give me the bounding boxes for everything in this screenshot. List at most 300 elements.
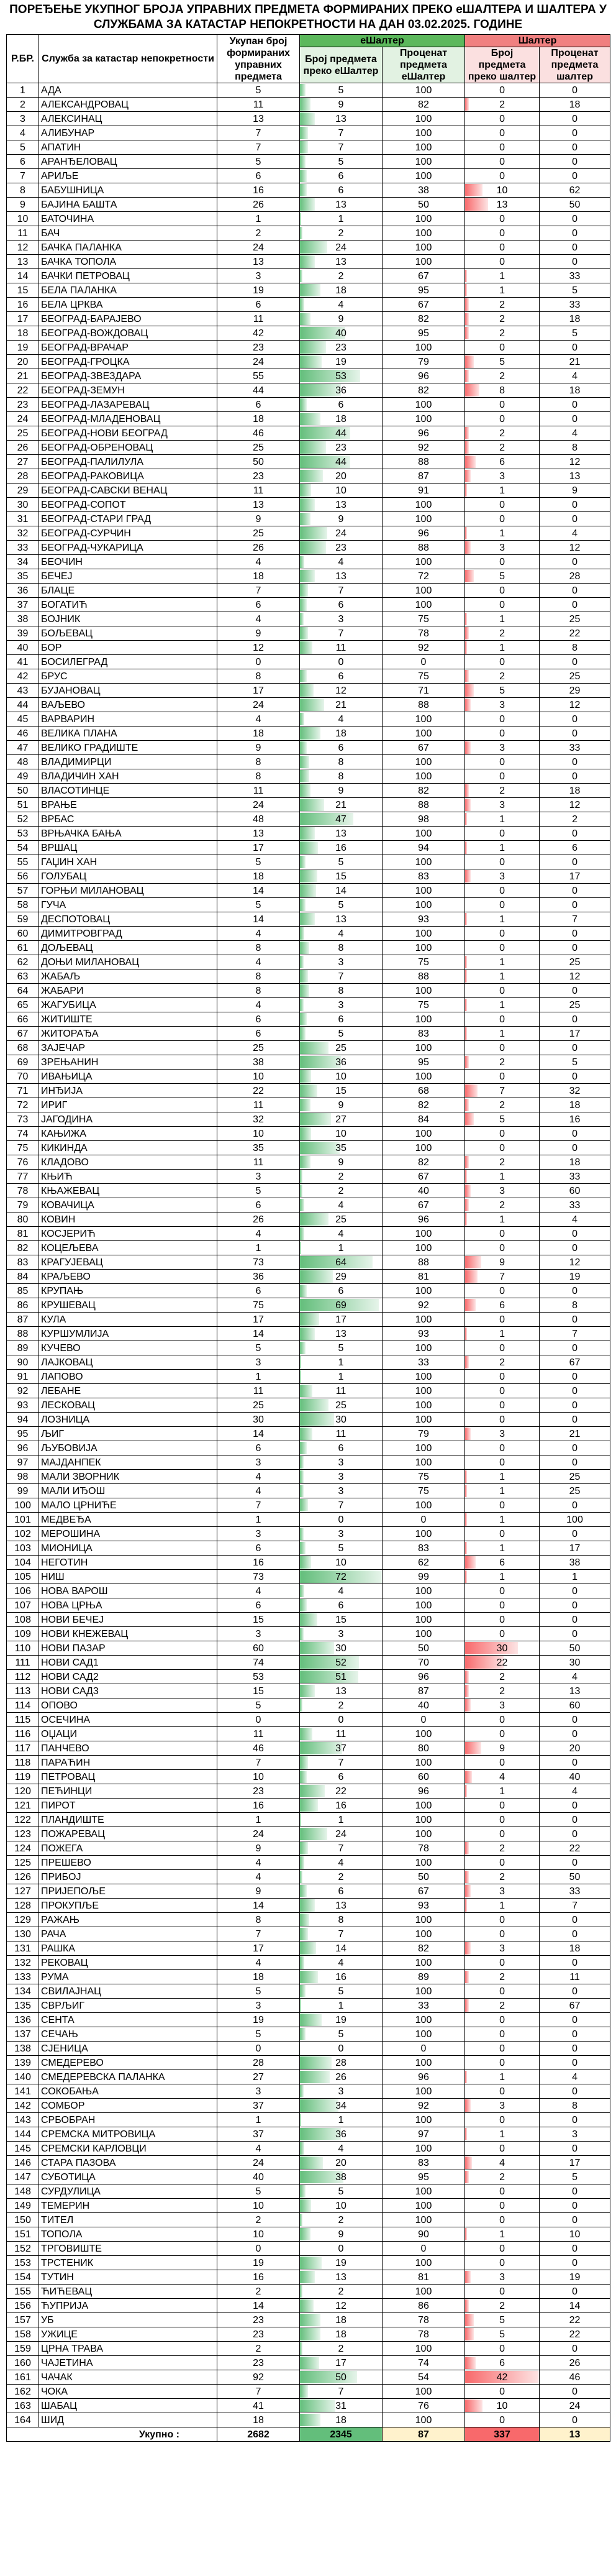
cell-e-pct: 50 <box>383 1641 465 1656</box>
header-esalter-group: еШалтер <box>300 35 465 47</box>
cell-office: ВРШАЦ <box>39 841 217 855</box>
cell-rb: 153 <box>7 2256 39 2270</box>
cell-e-pct: 94 <box>383 841 465 855</box>
table-row <box>7 884 610 898</box>
cell-s-pct: 12 <box>540 798 610 812</box>
cell-value: 0 <box>499 2186 505 2197</box>
cell-office: БЕОГРАД-ВРАЧАР <box>39 341 217 355</box>
cell-value: 64 <box>335 1257 346 1268</box>
cell-total: 2 <box>217 226 300 241</box>
cell-e-count <box>300 298 383 312</box>
table-row <box>7 1270 610 1284</box>
cell-value: 3 <box>499 1428 505 1439</box>
cell-e-count <box>300 2242 383 2256</box>
cell-rb: 102 <box>7 1527 39 1541</box>
table-row <box>7 1198 610 1212</box>
cell-total: 9 <box>217 626 300 641</box>
cell-e-pct: 0 <box>383 1713 465 1727</box>
cell-total: 16 <box>217 183 300 198</box>
cell-total: 18 <box>217 569 300 584</box>
cell-s-pct: 0 <box>540 2256 610 2270</box>
cell-e-pct: 78 <box>383 2327 465 2342</box>
table-row <box>7 869 610 884</box>
cell-value: 2 <box>499 2171 505 2183</box>
cell-rb: 84 <box>7 1270 39 1284</box>
cell-value: 2 <box>499 1199 505 1211</box>
cell-s-count <box>465 1527 540 1541</box>
cell-rb: 33 <box>7 541 39 555</box>
cell-office: ВЕЛИКО ГРАДИШТЕ <box>39 741 217 755</box>
table-row <box>7 1027 610 1041</box>
cell-e-count <box>300 1698 383 1713</box>
cell-rb: 80 <box>7 1212 39 1227</box>
cell-value: 1 <box>499 485 505 496</box>
cell-office: АРИЉЕ <box>39 169 217 183</box>
cell-e-count <box>300 1084 383 1098</box>
cell-total: 10 <box>217 1770 300 1784</box>
table-row <box>7 1827 610 1841</box>
cell-rb: 46 <box>7 727 39 741</box>
cell-total: 4 <box>217 1484 300 1498</box>
cell-s-count <box>465 569 540 584</box>
cell-e-pct: 100 <box>383 126 465 140</box>
cell-office: ПОЖЕГА <box>39 1841 217 1856</box>
cell-e-count <box>300 241 383 255</box>
cell-total: 6 <box>217 1598 300 1613</box>
cell-e-count <box>300 1455 383 1470</box>
cell-value: 5 <box>338 85 344 96</box>
table-row <box>7 1684 610 1698</box>
table-row <box>7 1255 610 1270</box>
cell-e-count <box>300 569 383 584</box>
cell-total: 23 <box>217 1784 300 1799</box>
cell-s-pct: 0 <box>540 555 610 569</box>
cell-e-count <box>300 2127 383 2142</box>
cell-total: 8 <box>217 969 300 984</box>
cell-value: 0 <box>499 2386 505 2397</box>
cell-total: 8 <box>217 755 300 769</box>
cell-s-count <box>465 2313 540 2327</box>
table-row <box>7 2013 610 2027</box>
cell-office: СЈЕНИЦА <box>39 2042 217 2056</box>
table-row <box>7 1584 610 1598</box>
cell-value: 47 <box>335 814 346 825</box>
cell-s-count <box>465 1856 540 1870</box>
cell-total: 8 <box>217 1913 300 1927</box>
cell-value: 9 <box>338 513 344 525</box>
table-row <box>7 855 610 869</box>
cell-office: БЕОГРАД-СОПОТ <box>39 498 217 512</box>
cell-s-pct: 9 <box>540 484 610 498</box>
cell-s-count <box>465 1441 540 1455</box>
cell-value: 3 <box>499 2100 505 2111</box>
cell-total: 25 <box>217 441 300 455</box>
cell-e-pct: 0 <box>383 1513 465 1527</box>
cell-e-count <box>300 1141 383 1155</box>
cell-office: ЛАПОВО <box>39 1370 217 1384</box>
cell-s-count <box>465 1884 540 1899</box>
cell-office: НОВИ САД2 <box>39 1670 217 1684</box>
cell-s-count <box>465 140 540 155</box>
cell-office: ТИТЕЛ <box>39 2213 217 2227</box>
cell-rb: 27 <box>7 455 39 469</box>
cell-s-pct: 0 <box>540 1527 610 1541</box>
cell-s-pct: 32 <box>540 1084 610 1098</box>
cell-s-pct: 6 <box>540 841 610 855</box>
cell-office: РАЧА <box>39 1927 217 1941</box>
cell-s-pct: 0 <box>540 2084 610 2099</box>
cell-s-count <box>465 2399 540 2413</box>
table-row <box>7 2199 610 2213</box>
cell-e-count <box>300 283 383 298</box>
table-row <box>7 1984 610 1999</box>
cell-total: 11 <box>217 484 300 498</box>
cell-total: 4 <box>217 1856 300 1870</box>
cell-value: 0 <box>499 1371 505 1382</box>
cell-value: 11 <box>335 1385 346 1396</box>
table-row <box>7 2399 610 2413</box>
cell-e-pct: 100 <box>383 598 465 612</box>
cell-office: ИРИГ <box>39 1098 217 1112</box>
cell-rb: 113 <box>7 1684 39 1698</box>
cell-value: 3 <box>338 999 344 1011</box>
table-row <box>7 1527 610 1541</box>
cell-value: 6 <box>338 1442 344 1454</box>
cell-rb: 52 <box>7 812 39 827</box>
cell-office: ОСЕЧИНА <box>39 1713 217 1727</box>
cell-office: КОВИН <box>39 1212 217 1227</box>
cell-value: 0 <box>499 156 505 167</box>
cell-value: 0 <box>499 713 505 725</box>
cell-s-count <box>465 1498 540 1513</box>
table-row <box>7 1756 610 1770</box>
cell-rb: 8 <box>7 183 39 198</box>
cell-total: 6 <box>217 598 300 612</box>
cell-s-count <box>465 1698 540 1713</box>
cell-total: 40 <box>217 2170 300 2184</box>
table-row <box>7 1856 610 1870</box>
cell-rb: 69 <box>7 1055 39 1070</box>
cell-value: 38 <box>335 2171 346 2183</box>
cell-e-count <box>300 2313 383 2327</box>
cell-e-pct: 82 <box>383 312 465 326</box>
cell-e-pct: 83 <box>383 1541 465 1556</box>
cell-office: УЖИЦЕ <box>39 2327 217 2342</box>
cell-rb: 134 <box>7 1984 39 1999</box>
cell-e-pct: 100 <box>383 1370 465 1384</box>
cell-value: 0 <box>499 1757 505 1768</box>
cell-value: 13 <box>335 828 346 839</box>
cell-e-pct: 88 <box>383 455 465 469</box>
cell-s-count <box>465 626 540 641</box>
table-row <box>7 1484 610 1498</box>
cell-e-pct: 93 <box>383 912 465 927</box>
cell-rb: 161 <box>7 2370 39 2385</box>
cell-total: 37 <box>217 2127 300 2142</box>
cell-rb: 159 <box>7 2342 39 2356</box>
cell-e-pct: 100 <box>383 1727 465 1741</box>
cell-total: 14 <box>217 912 300 927</box>
cell-e-count <box>300 669 383 684</box>
cell-total: 6 <box>217 1284 300 1298</box>
cell-s-count <box>465 426 540 441</box>
cell-e-count <box>300 1827 383 1841</box>
table-row <box>7 1455 610 1470</box>
cell-s-pct: 0 <box>540 2413 610 2427</box>
cell-e-pct: 100 <box>383 1441 465 1455</box>
cell-e-pct: 78 <box>383 626 465 641</box>
cell-rb: 132 <box>7 1956 39 1970</box>
cell-total: 23 <box>217 469 300 484</box>
cell-value: 0 <box>499 1400 505 1411</box>
cell-total: 53 <box>217 1670 300 1684</box>
cell-value: 2 <box>499 1671 505 1682</box>
cell-s-pct: 1 <box>540 1570 610 1584</box>
cell-rb: 17 <box>7 312 39 326</box>
cell-e-pct: 100 <box>383 2184 465 2199</box>
cell-e-count <box>300 355 383 369</box>
cell-e-pct: 88 <box>383 541 465 555</box>
cell-e-pct: 88 <box>383 969 465 984</box>
cell-s-pct: 0 <box>540 398 610 412</box>
cell-e-count <box>300 155 383 169</box>
cell-s-pct: 0 <box>540 1613 610 1627</box>
cell-value: 5 <box>338 156 344 167</box>
cell-s-count <box>465 1513 540 1527</box>
table-row <box>7 741 610 755</box>
cell-e-count <box>300 226 383 241</box>
cell-value: 2 <box>499 428 505 439</box>
cell-office: БЕЛА ЦРКВА <box>39 298 217 312</box>
cell-e-pct: 100 <box>383 169 465 183</box>
table-row <box>7 2113 610 2127</box>
cell-s-pct: 0 <box>540 1227 610 1241</box>
cell-value: 9 <box>499 1743 505 1754</box>
cell-s-count <box>465 2070 540 2084</box>
cell-e-count <box>300 1684 383 1698</box>
cell-e-pct: 100 <box>383 584 465 598</box>
cell-office: КУЛА <box>39 1313 217 1327</box>
cell-e-pct: 100 <box>383 412 465 426</box>
cell-office: ЧАЧАК <box>39 2370 217 2385</box>
cell-value: 18 <box>335 2329 346 2340</box>
cell-e-pct: 95 <box>383 283 465 298</box>
cell-total: 41 <box>217 2399 300 2413</box>
cell-value: 0 <box>499 399 505 410</box>
cell-value: 50 <box>335 2372 346 2383</box>
cell-s-count <box>465 1770 540 1784</box>
cell-s-pct: 0 <box>540 2385 610 2399</box>
cell-s-pct: 8 <box>540 441 610 455</box>
cell-rb: 126 <box>7 1870 39 1884</box>
cell-e-pct: 82 <box>383 98 465 112</box>
cell-s-count <box>465 255 540 269</box>
cell-value: 6 <box>338 742 344 753</box>
cell-value: 13 <box>335 2271 346 2283</box>
table-row <box>7 155 610 169</box>
cell-total: 3 <box>217 1355 300 1370</box>
cell-e-pct: 100 <box>383 2385 465 2399</box>
cell-rb: 112 <box>7 1670 39 1684</box>
table-row <box>7 83 610 98</box>
cell-e-count <box>300 855 383 869</box>
cell-value: 0 <box>499 85 505 96</box>
cell-e-pct: 81 <box>383 1270 465 1284</box>
table-row <box>7 684 610 698</box>
cell-total: 60 <box>217 1641 300 1656</box>
cell-s-pct: 0 <box>540 1584 610 1598</box>
cell-e-count <box>300 1098 383 1112</box>
cell-e-pct: 38 <box>383 183 465 198</box>
cell-value: 0 <box>338 2243 344 2254</box>
table-row <box>7 584 610 598</box>
cell-office: ЛЕБАНЕ <box>39 1384 217 1398</box>
cell-s-pct: 7 <box>540 1327 610 1341</box>
cell-total: 9 <box>217 741 300 755</box>
cell-s-count <box>465 2027 540 2042</box>
cell-office: СРЕМСКИ КАРЛОВЦИ <box>39 2142 217 2156</box>
cell-s-pct: 60 <box>540 1698 610 1713</box>
table-body <box>7 83 610 2427</box>
cell-s-count <box>465 841 540 855</box>
table-row <box>7 898 610 912</box>
cell-e-pct: 100 <box>383 984 465 998</box>
cell-rb: 65 <box>7 998 39 1012</box>
cell-e-pct: 100 <box>383 755 465 769</box>
cell-office: БЕОГРАД-ЛАЗАРЕВАЦ <box>39 398 217 412</box>
cell-s-count <box>465 827 540 841</box>
cell-e-pct: 33 <box>383 1355 465 1370</box>
cell-office: ЖИТИШТЕ <box>39 1012 217 1027</box>
cell-s-count <box>465 2170 540 2184</box>
cell-s-count <box>465 2056 540 2070</box>
cell-value: 7 <box>338 628 344 639</box>
cell-s-count <box>465 1999 540 2013</box>
cell-e-pct: 100 <box>383 1856 465 1870</box>
cell-e-count <box>300 2042 383 2056</box>
cell-s-count <box>465 612 540 626</box>
cell-value: 13 <box>335 571 346 582</box>
cell-value: 1 <box>338 2000 344 2011</box>
cell-s-count <box>465 1827 540 1841</box>
cell-s-count <box>465 927 540 941</box>
cell-value: 7 <box>338 142 344 153</box>
cell-total: 10 <box>217 1127 300 1141</box>
cell-office: АЛИБУНАР <box>39 126 217 140</box>
cell-e-count <box>300 1041 383 1055</box>
cell-value: 36 <box>335 385 346 396</box>
cell-rb: 131 <box>7 1941 39 1956</box>
cell-rb: 21 <box>7 369 39 383</box>
cell-total: 3 <box>217 1170 300 1184</box>
cell-e-pct: 100 <box>383 1398 465 1413</box>
cell-office: КИКИНДА <box>39 1141 217 1155</box>
cell-value: 44 <box>335 428 346 439</box>
cell-rb: 142 <box>7 2099 39 2113</box>
cell-rb: 1 <box>7 83 39 98</box>
cell-value: 0 <box>499 771 505 782</box>
cell-total: 5 <box>217 855 300 869</box>
cell-rb: 18 <box>7 326 39 341</box>
cell-s-pct: 19 <box>540 2270 610 2285</box>
cell-office: ТРСТЕНИК <box>39 2256 217 2270</box>
cell-rb: 101 <box>7 1513 39 1527</box>
cell-value: 17 <box>335 2357 346 2368</box>
cell-value: 14 <box>335 885 346 896</box>
cell-s-count <box>465 1427 540 1441</box>
cell-rb: 2 <box>7 98 39 112</box>
table-row <box>7 2084 610 2099</box>
cell-rb: 34 <box>7 555 39 569</box>
cell-s-count <box>465 1041 540 1055</box>
cell-value: 4 <box>338 556 344 567</box>
cell-s-count <box>465 1627 540 1641</box>
cell-e-count <box>300 1313 383 1327</box>
cell-office: БЕОГРАД-ЗВЕЗДАРА <box>39 369 217 383</box>
data-bar <box>300 213 301 225</box>
cell-value: 6 <box>499 1557 505 1568</box>
table-row <box>7 984 610 998</box>
cell-s-count <box>465 1727 540 1741</box>
cell-value: 2 <box>499 628 505 639</box>
table-row <box>7 312 610 326</box>
cell-total: 14 <box>217 2299 300 2313</box>
table-row <box>7 426 610 441</box>
table-row <box>7 2170 610 2184</box>
cell-s-count <box>465 1598 540 1613</box>
table-row <box>7 2256 610 2270</box>
cell-s-pct: 18 <box>540 383 610 398</box>
table-row <box>7 226 610 241</box>
cell-value: 0 <box>499 885 505 896</box>
table-row <box>7 598 610 612</box>
cell-office: ГУЧА <box>39 898 217 912</box>
cell-value: 24 <box>335 242 346 253</box>
cell-e-pct: 100 <box>383 2413 465 2427</box>
cell-office: ГОЛУБАЦ <box>39 869 217 884</box>
cell-office: БЕОГРАД-ОБРЕНОВАЦ <box>39 441 217 455</box>
cell-value: 8 <box>338 942 344 953</box>
cell-value: 8 <box>338 1914 344 1925</box>
cell-office: МАЛИ ИЂОШ <box>39 1484 217 1498</box>
cell-value: 51 <box>335 1671 346 1682</box>
cell-office: БЕОГРАД-СТАРИ ГРАД <box>39 512 217 526</box>
cell-s-pct: 18 <box>540 784 610 798</box>
data-bar <box>300 1813 301 1826</box>
cell-value: 2 <box>338 1171 344 1182</box>
cell-office: КУРШУМЛИЈА <box>39 1327 217 1341</box>
cell-e-count <box>300 1170 383 1184</box>
cell-office: НОВИ КНЕЖЕВАЦ <box>39 1627 217 1641</box>
cell-office: БАЈИНА БАШТА <box>39 198 217 212</box>
cell-e-count <box>300 183 383 198</box>
cell-e-pct: 100 <box>383 1827 465 1841</box>
cell-e-pct: 87 <box>383 1684 465 1698</box>
header-total: Укупан број формираних управних предмета <box>217 35 300 83</box>
cell-e-pct: 97 <box>383 2127 465 2142</box>
cell-rb: 44 <box>7 698 39 712</box>
cell-value: 1 <box>499 1328 505 1339</box>
cell-e-pct: 100 <box>383 1284 465 1298</box>
cell-value: 11 <box>335 1428 346 1439</box>
table-row <box>7 1670 610 1684</box>
cell-s-count <box>465 1184 540 1198</box>
cell-office: БАЧКИ ПЕТРОВАЦ <box>39 269 217 283</box>
cell-e-count <box>300 1784 383 1799</box>
cell-e-pct: 100 <box>383 1598 465 1613</box>
cell-office: РАШКА <box>39 1941 217 1956</box>
cell-office: СОМБОР <box>39 2099 217 2113</box>
